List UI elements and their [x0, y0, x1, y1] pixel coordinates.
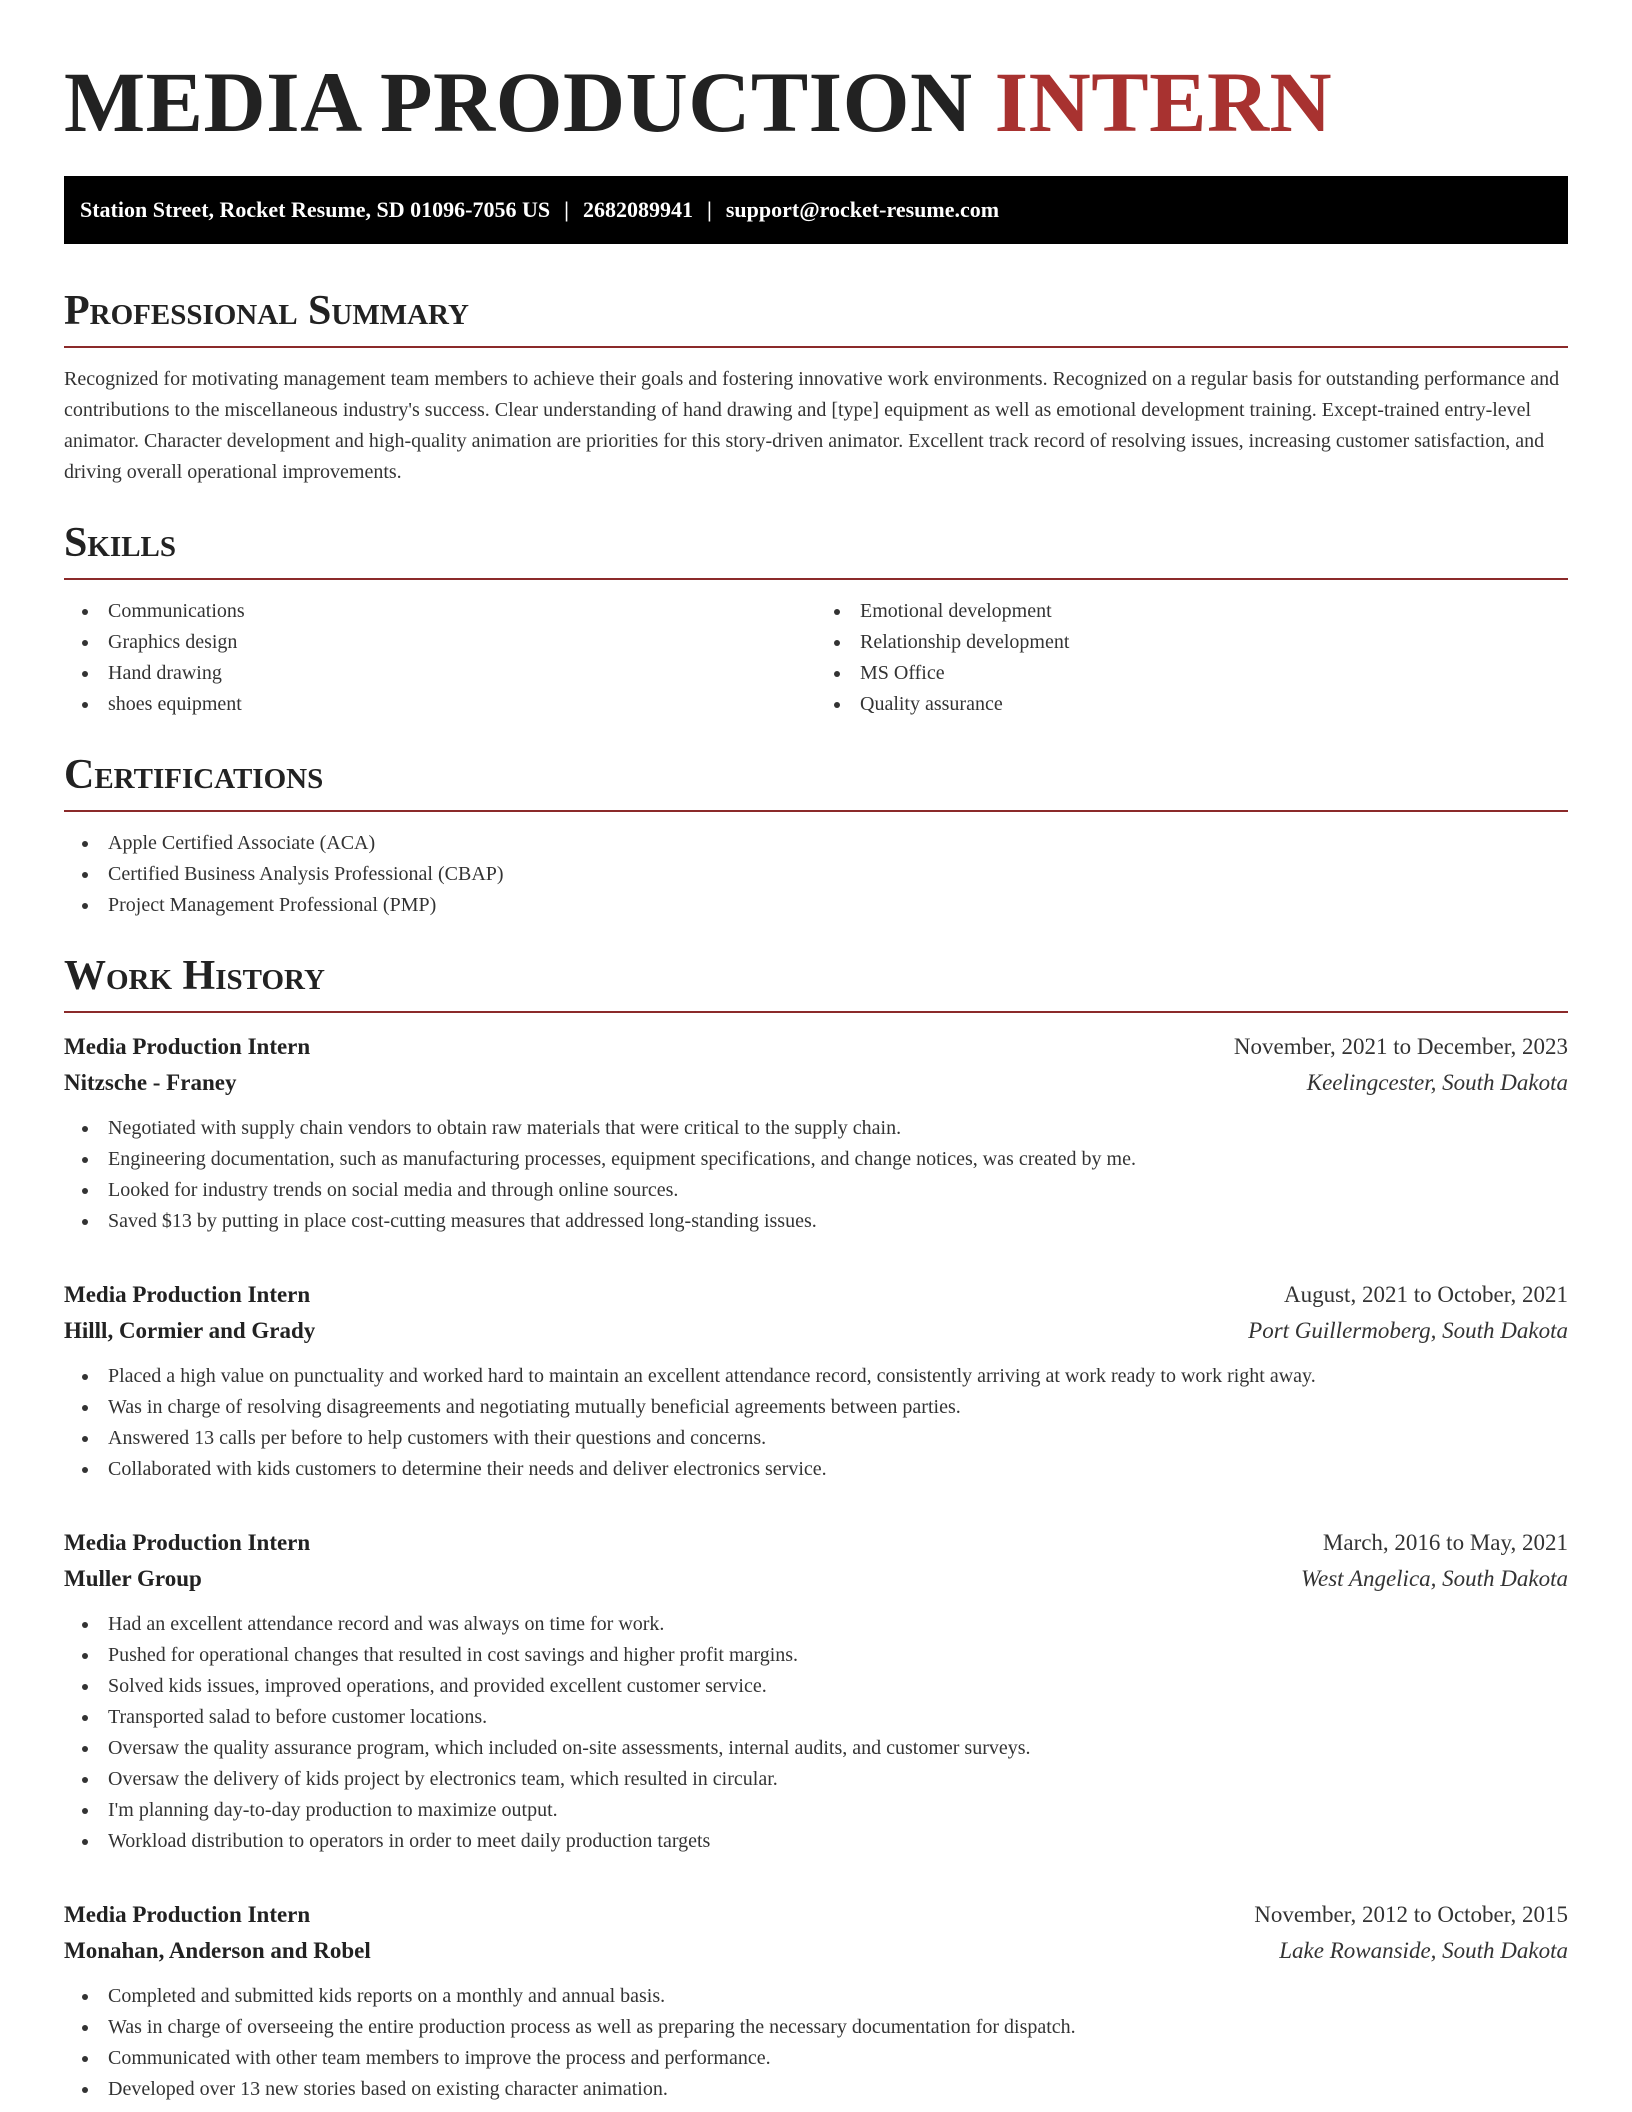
skills-grid: [64, 596, 1568, 720]
job-bullet: Had an excellent attendance record and was always on time for work.: [108, 1609, 1568, 1640]
certifications-list: [64, 828, 1568, 921]
certification-item: Project Management Professional (PMP): [108, 890, 1568, 921]
job-company: Hilll, Cormier and Grady: [64, 1318, 316, 1343]
job-bullet: Communicated with other team members to improve the process and performance.: [108, 2043, 1568, 2074]
job-entry: [64, 1029, 1568, 1237]
job-dates: August, 2021 to October, 2021: [1284, 1282, 1568, 1307]
contact-address: Station Street, Rocket Resume, SD 01096-7056 US: [80, 197, 551, 222]
skills-list-right: [816, 596, 1568, 720]
job-bullet: I'm planning day-to-day production to maximize output.: [108, 1795, 1568, 1826]
work-history-heading: Work History: [64, 951, 1568, 1013]
job-bullet: Oversaw the delivery of kids project by electronics team, which resulted in circular.: [108, 1764, 1568, 1795]
job-bullet: Saved $13 by putting in place cost-cutting measures that addressed long-standing issues.: [108, 1206, 1568, 1237]
skill-item: Hand drawing: [108, 658, 816, 689]
job-bullets: [64, 1609, 1568, 1857]
job-entry: [64, 1525, 1568, 1857]
summary-text: Recognized for motivating management team members to achieve their goals and fostering innovative work environments. Recognized on a regular basis for outstanding performance and contributions to the miscellaneous industry's success. Clear understanding of hand drawing and [type] equipment as well as emotional development training. Except-trained entry-level animator. Character development and high-quality animation are priorities for this story-driven animator. Excellent track record of resolving issues, increasing customer satisfaction, and driving overall operational improvements.: [64, 368, 1560, 483]
skill-item: Graphics design: [108, 627, 816, 658]
title-main: MEDIA PRODUCTION: [64, 54, 973, 150]
contact-separator: |: [564, 197, 569, 222]
job-bullet: Placed a high value on punctuality and worked hard to maintain an excellent attendance record, consistently arriving at work ready to work right away.: [108, 1361, 1568, 1392]
job-bullets: [64, 1361, 1568, 1485]
job-entry: [64, 1277, 1568, 1485]
job-bullet: Transported salad to before customer locations.: [108, 1702, 1568, 1733]
job-company-row: [64, 1933, 1568, 1969]
resume-title: [64, 0, 1568, 152]
job-company: Nitzsche - Franey: [64, 1070, 237, 1095]
job-bullet: Completed and submitted kids reports on a monthly and annual basis.: [108, 1981, 1568, 2012]
certification-item: Certified Business Analysis Professional (CBAP): [108, 859, 1568, 890]
job-bullet: Workload distribution to operators in order to meet daily production targets: [108, 1826, 1568, 1857]
job-bullet: Pushed for operational changes that resulted in cost savings and higher profit margins.: [108, 1640, 1568, 1671]
certifications-heading: Certifications: [64, 750, 1568, 812]
certification-item: Apple Certified Associate (ACA): [108, 828, 1568, 859]
job-title: Media Production Intern: [64, 1034, 311, 1059]
job-dates: March, 2016 to May, 2021: [1322, 1530, 1568, 1555]
skill-item: Quality assurance: [860, 689, 1568, 720]
contact-email: support@rocket-resume.com: [725, 197, 1000, 222]
job-location: Keelingcester, South Dakota: [1306, 1070, 1568, 1095]
job-bullet: Looked for industry trends on social media and through online sources.: [108, 1175, 1568, 1206]
resume-page: [64, 0, 1568, 2105]
job-bullet: Solved kids issues, improved operations, and provided excellent customer service.: [108, 1671, 1568, 1702]
job-title: Media Production Intern: [64, 1282, 311, 1307]
job-bullet: Oversaw the quality assurance program, which included on-site assessments, internal audits, and customer surveys.: [108, 1733, 1568, 1764]
job-location: Port Guillermoberg, South Dakota: [1248, 1318, 1568, 1343]
job-title: Media Production Intern: [64, 1902, 311, 1927]
job-bullet: Answered 13 calls per before to help customers with their questions and concerns.: [108, 1423, 1568, 1454]
job-bullets: [64, 1113, 1568, 1237]
skills-heading: Skills: [64, 518, 1568, 580]
job-bullet: Developed over 13 new stories based on existing character animation.: [108, 2074, 1568, 2105]
contact-bar: [64, 176, 1568, 244]
skill-item: shoes equipment: [108, 689, 816, 720]
job-header-row: [64, 1525, 1568, 1561]
job-dates: November, 2021 to December, 2023: [1233, 1034, 1568, 1059]
job-bullet: Negotiated with supply chain vendors to obtain raw materials that were critical to the supply chain.: [108, 1113, 1568, 1144]
job-header-row: [64, 1277, 1568, 1313]
job-company-row: [64, 1065, 1568, 1101]
job-bullet: Engineering documentation, such as manufacturing processes, equipment specifications, and change notices, was created by me.: [108, 1144, 1568, 1175]
title-accent: INTERN: [994, 54, 1333, 150]
job-company: Monahan, Anderson and Robel: [64, 1938, 371, 1963]
skills-list-left: [64, 596, 816, 720]
contact-phone: 2682089941: [582, 197, 693, 222]
job-bullet: Was in charge of overseeing the entire production process as well as preparing the necessary documentation for dispatch.: [108, 2012, 1568, 2043]
job-company: Muller Group: [64, 1566, 202, 1591]
skill-item: Relationship development: [860, 627, 1568, 658]
skill-item: MS Office: [860, 658, 1568, 689]
job-dates: November, 2012 to October, 2015: [1254, 1902, 1568, 1927]
skill-item: Emotional development: [860, 596, 1568, 627]
job-bullet: Collaborated with kids customers to determine their needs and deliver electronics service.: [108, 1454, 1568, 1485]
job-company-row: [64, 1313, 1568, 1349]
job-bullet: Was in charge of resolving disagreements and negotiating mutually beneficial agreements between parties.: [108, 1392, 1568, 1423]
job-bullets: [64, 1981, 1568, 2105]
job-header-row: [64, 1897, 1568, 1933]
job-entry: [64, 1897, 1568, 2105]
summary-heading: Professional Summary: [64, 286, 1568, 348]
job-location: West Angelica, South Dakota: [1300, 1566, 1568, 1591]
skill-item: Communications: [108, 596, 816, 627]
job-header-row: [64, 1029, 1568, 1065]
contact-separator: |: [706, 197, 712, 222]
job-location: Lake Rowanside, South Dakota: [1279, 1938, 1568, 1963]
job-title: Media Production Intern: [64, 1530, 311, 1555]
job-company-row: [64, 1561, 1568, 1597]
